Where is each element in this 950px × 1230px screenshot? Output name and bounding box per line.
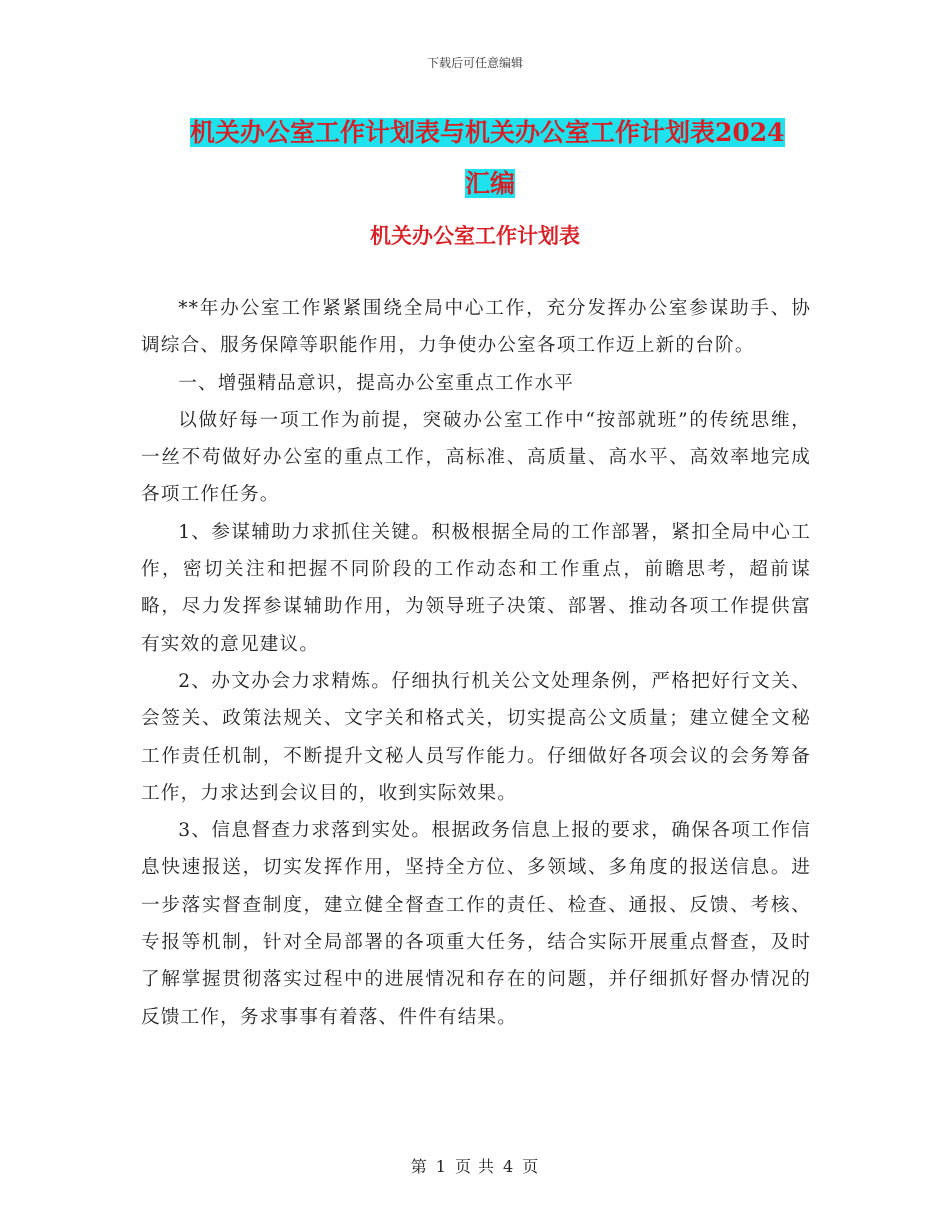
section-title: 机关办公室工作计划表 [370,223,580,248]
document-body [141,290,811,1036]
footer-prefix: 第 [410,1157,428,1176]
footer-suffix: 页 [522,1157,540,1176]
paragraph-item-3: 3、信息督查力求落到实处。根据政务信息上报的要求，确保各项工作信息快速报送，切实发挥作用，坚持全方位、多领域、多角度的报送信息。进一步落实督查制度，建立健全督查工作的责任、检查、通报、反馈、考核、专报等机制，针对全局部署的各项重大任务，结合实际开展重点督查，及时了解掌握贯彻落实过程中的进展情况和存在的问题，并仔细抓好督办情况的反馈工作，务求事事有着落、件件有结果。 [141,820,811,1028]
title-line-2: 汇编 [464,169,515,198]
footer-mid: 页 共 [454,1157,496,1176]
paragraph-heading-1: 一、增强精品意识，提高办公室重点工作水平 [178,372,575,394]
document-title [190,107,805,209]
page-footer [0,1154,950,1177]
paragraph-item-2: 2、办文办会力求精炼。仔细执行机关公文处理条例，严格把好行文关、会签关、政策法规关、文字关和格式关，切实提高公文质量；建立健全文秘工作责任机制，不断提升文秘人员写作能力。仔细做好各项会议的会务筹备工作，力求达到会议目的，收到实际效果。 [141,670,811,804]
footer-page-number: 1 [435,1157,447,1176]
title-line-1: 机关办公室工作计划表与机关办公室工作计划表2024 [190,118,785,147]
footer-total-pages: 4 [503,1157,515,1176]
paragraph-intro: **年办公室工作紧紧围绕全局中心工作，充分发挥办公室参谋助手、协调综合、服务保障等职能作用，力争使办公室各项工作迈上新的台阶。 [141,298,811,357]
header-note: 下载后可任意编辑 [426,56,523,70]
paragraph-item-1: 1、参谋辅助力求抓住关键。积极根据全局的工作部署，紧扣全局中心工作，密切关注和把握不同阶段的工作动态和工作重点，前瞻思考，超前谋略，尽力发挥参谋辅助作用，为领导班子决策、部署、推动各项工作提供富有实效的意见建议。 [141,521,811,655]
paragraph: 以做好每一项工作为前提，突破办公室工作中“按部就班”的传统思维，一丝不苟做好办公室的重点工作，高标准、高质量、高水平、高效率地完成各项工作任务。 [141,409,811,506]
